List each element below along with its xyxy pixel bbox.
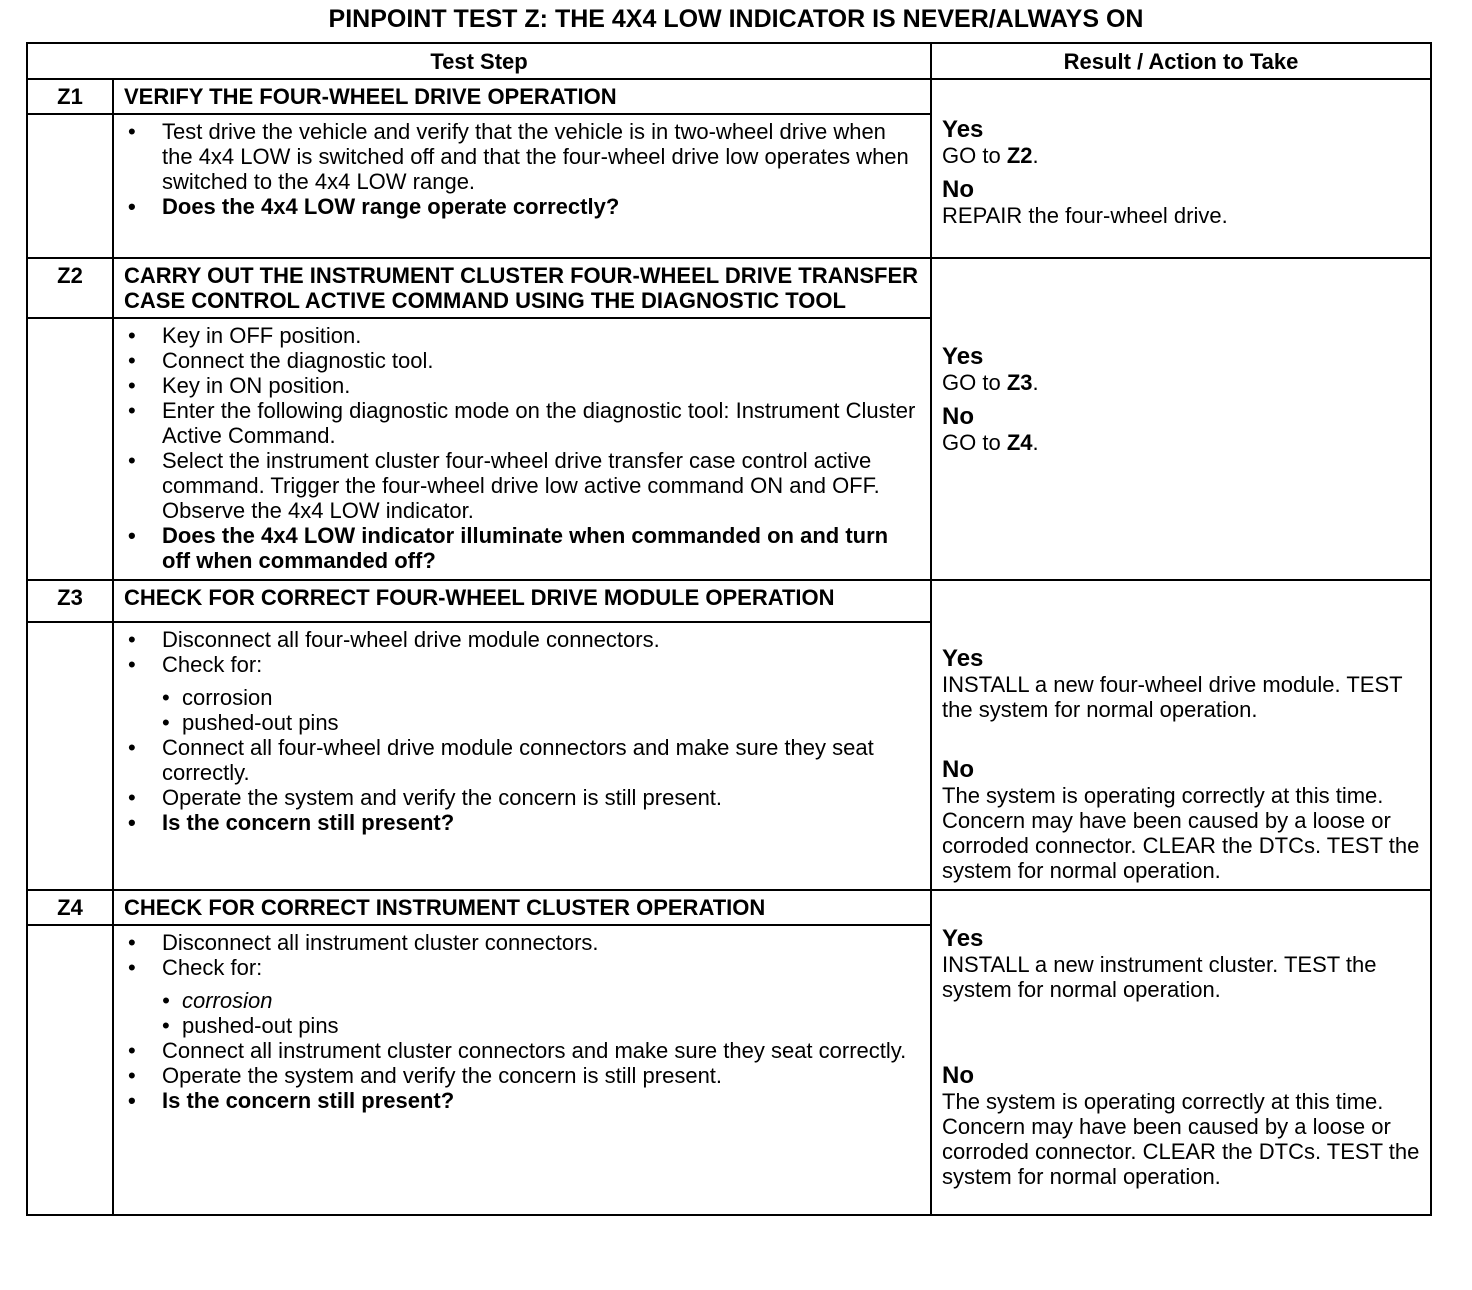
yes-label: Yes <box>942 645 984 672</box>
step-title: CARRY OUT THE INSTRUMENT CLUSTER FOUR-WHEEL DRIVE TRANSFER CASE CONTROL ACTIVE COMMAND USING THE DIAGNOSTIC TOOL <box>113 258 931 318</box>
yes-label: Yes <box>942 116 984 143</box>
step-z3-title-row <box>27 580 1431 622</box>
step-z3-body <box>113 622 931 890</box>
step-bullet: • Connect the diagnostic tool. <box>124 348 922 373</box>
step-bullet: • Operate the system and verify the concern is still present. <box>124 1063 922 1088</box>
step-bullet: • Disconnect all four-wheel drive module connectors. <box>124 627 922 652</box>
yes-action: GO to Z3. <box>942 370 1039 395</box>
step-z2-result <box>931 258 1431 580</box>
test-step-header: Test Step <box>27 43 931 79</box>
step-bullet: • Connect all four-wheel drive module connectors and make sure they seat correctly. <box>124 735 922 785</box>
step-question: • Does the 4x4 LOW range operate correctly? <box>124 194 922 219</box>
step-bullet: • Check for: • corrosion • pushed-out pins <box>124 955 922 1038</box>
step-bullet: • Test drive the vehicle and verify that the vehicle is in two-wheel drive when the 4x4 LOW is switched off and that the four-wheel drive low operates when switched to the 4x4 LOW range. <box>124 119 922 194</box>
yes-action: GO to Z2. <box>942 143 1039 168</box>
pinpoint-test-table <box>26 42 1432 1216</box>
sub-bullet: • corrosion <box>124 685 922 710</box>
step-question: • Is the concern still present? <box>124 1088 922 1113</box>
step-title: VERIFY THE FOUR-WHEEL DRIVE OPERATION <box>113 79 931 114</box>
no-label: No <box>942 403 975 430</box>
yes-action: INSTALL a new four-wheel drive module. TEST the system for normal operation. <box>942 672 1403 722</box>
step-bullet: • Connect all instrument cluster connectors and make sure they seat correctly. <box>124 1038 922 1063</box>
sub-bullet: • pushed-out pins <box>124 710 922 735</box>
no-action: The system is operating correctly at this time. Concern may have been caused by a loose or corroded connector. CLEAR the DTCs. TEST the system for normal operation. <box>942 783 1420 883</box>
yes-label: Yes <box>942 343 984 370</box>
step-bullet: • Select the instrument cluster four-wheel drive transfer case control active command. Trigger the four-wheel drive low active command ON and OFF. Observe the 4x4 LOW indicator. <box>124 448 922 523</box>
step-z3-result <box>931 580 1431 890</box>
sub-bullet: • pushed-out pins <box>124 1013 922 1038</box>
step-id: Z1 <box>27 79 113 114</box>
page-title: PINPOINT TEST Z: THE 4X4 LOW INDICATOR IS NEVER/ALWAYS ON <box>328 5 1144 33</box>
step-title: CHECK FOR CORRECT INSTRUMENT CLUSTER OPERATION <box>113 890 931 925</box>
no-label: No <box>942 1062 975 1089</box>
step-z4-body <box>113 925 931 1215</box>
step-z4-title-row <box>27 890 1431 925</box>
step-z2-title-row <box>27 258 1431 318</box>
step-z4-result <box>931 890 1431 1215</box>
step-id-empty <box>27 114 113 258</box>
no-action: The system is operating correctly at this time. Concern may have been caused by a loose or corroded connector. CLEAR the DTCs. TEST the system for normal operation. <box>942 1089 1420 1189</box>
step-id: Z2 <box>27 258 113 318</box>
step-z1-title-row <box>27 79 1431 114</box>
step-bullet: • Key in OFF position. <box>124 323 922 348</box>
step-id-empty <box>27 925 113 1215</box>
step-title: CHECK FOR CORRECT FOUR-WHEEL DRIVE MODULE OPERATION <box>113 580 931 622</box>
step-z1-body <box>113 114 931 258</box>
step-id: Z3 <box>27 580 113 622</box>
yes-action: INSTALL a new instrument cluster. TEST the system for normal operation. <box>942 952 1377 1002</box>
no-action: GO to Z4. <box>942 430 1039 455</box>
result-header: Result / Action to Take <box>931 43 1431 79</box>
step-bullet: • Check for: • corrosion • pushed-out pins <box>124 652 922 735</box>
step-z1-result <box>931 79 1431 258</box>
step-question: • Does the 4x4 LOW indicator illuminate when commanded on and turn off when commanded off? <box>124 523 922 573</box>
no-label: No <box>942 176 975 203</box>
sub-bullet: • corrosion <box>124 988 922 1013</box>
step-id-empty <box>27 622 113 890</box>
no-label: No <box>942 756 975 783</box>
step-id-empty <box>27 318 113 580</box>
step-z2-body <box>113 318 931 580</box>
step-bullet: • Enter the following diagnostic mode on the diagnostic tool: Instrument Cluster Active Command. <box>124 398 922 448</box>
step-bullet: • Operate the system and verify the concern is still present. <box>124 785 922 810</box>
step-question: • Is the concern still present? <box>124 810 922 835</box>
yes-label: Yes <box>942 925 984 952</box>
step-bullet: • Key in ON position. <box>124 373 922 398</box>
step-id: Z4 <box>27 890 113 925</box>
no-action: REPAIR the four-wheel drive. <box>942 203 1228 228</box>
step-bullet: • Disconnect all instrument cluster connectors. <box>124 930 922 955</box>
header-row <box>27 43 1431 79</box>
